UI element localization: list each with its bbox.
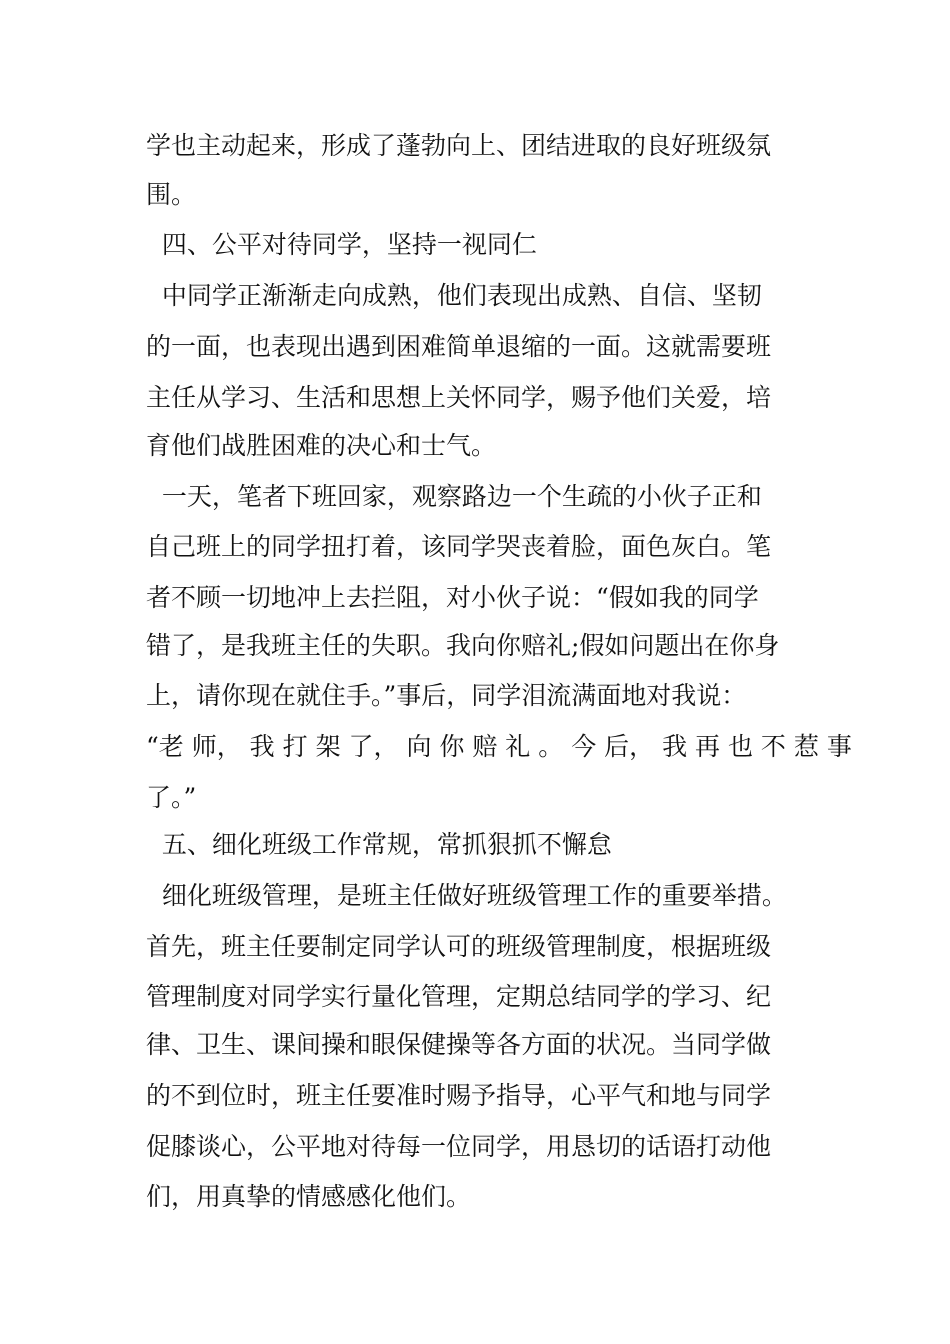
text-line: 学也主动起来，形成了蓬勃向上、团结进取的良好班级氛 — [146, 131, 772, 160]
text-line: 上，请你现在就住手。”事后，同学泪流满面地对我说： — [146, 681, 747, 710]
text-line: 促膝谈心，公平地对待每一位同学，用恳切的话语打动他 — [146, 1132, 772, 1161]
text-line: 们，用真挚的情感感化他们。 — [146, 1182, 472, 1211]
text-line: 中同学正渐渐走向成熟，他们表现出成熟、自信、坚韧 — [146, 281, 762, 310]
section-heading: 五、细化班级工作常规，常抓狠抓不懈怠 — [146, 830, 612, 859]
text-line: 管理制度对同学实行量化管理，定期总结同学的学习、纪 — [146, 982, 772, 1011]
text-line: 围。 — [146, 180, 197, 209]
text-line: 主任从学习、生活和思想上关怀同学，赐予他们关爱，培 — [146, 383, 772, 412]
text-line: 一天，笔者下班回家，观察路边一个生疏的小伙子正和 — [146, 482, 762, 511]
text-line: 育他们战胜困难的决心和士气。 — [146, 431, 497, 460]
text-line: 了。” — [146, 783, 197, 812]
section-heading: 四、公平对待同学，坚持一视同仁 — [146, 230, 537, 259]
text-line: 的不到位时，班主任要准时赐予指导，心平气和地与同学 — [146, 1081, 772, 1110]
text-line: 细化班级管理，是班主任做好班级管理工作的重要举措。 — [146, 881, 787, 910]
text-line: 的一面，也表现出遇到困难简单退缩的一面。这就需要班 — [146, 332, 772, 361]
text-line: 首先，班主任要制定同学认可的班级管理制度，根据班级 — [146, 932, 772, 961]
text-line: 律、卫生、课间操和眼保健操等各方面的状况。当同学做 — [146, 1030, 772, 1059]
text-line: 自己班上的同学扭打着，该同学哭丧着脸，面色灰白。笔 — [146, 532, 772, 561]
text-line: “老 师， 我 打 架 了， 向 你 赔 礼 。 今 后， 我 再 也 不 惹 事 — [146, 732, 852, 761]
text-line: 者不顾一切地冲上去拦阻，对小伙子说：“假如我的同学 — [146, 583, 759, 612]
text-line: 错了，是我班主任的失职。我向你赔礼;假如问题出在你身 — [146, 631, 780, 660]
